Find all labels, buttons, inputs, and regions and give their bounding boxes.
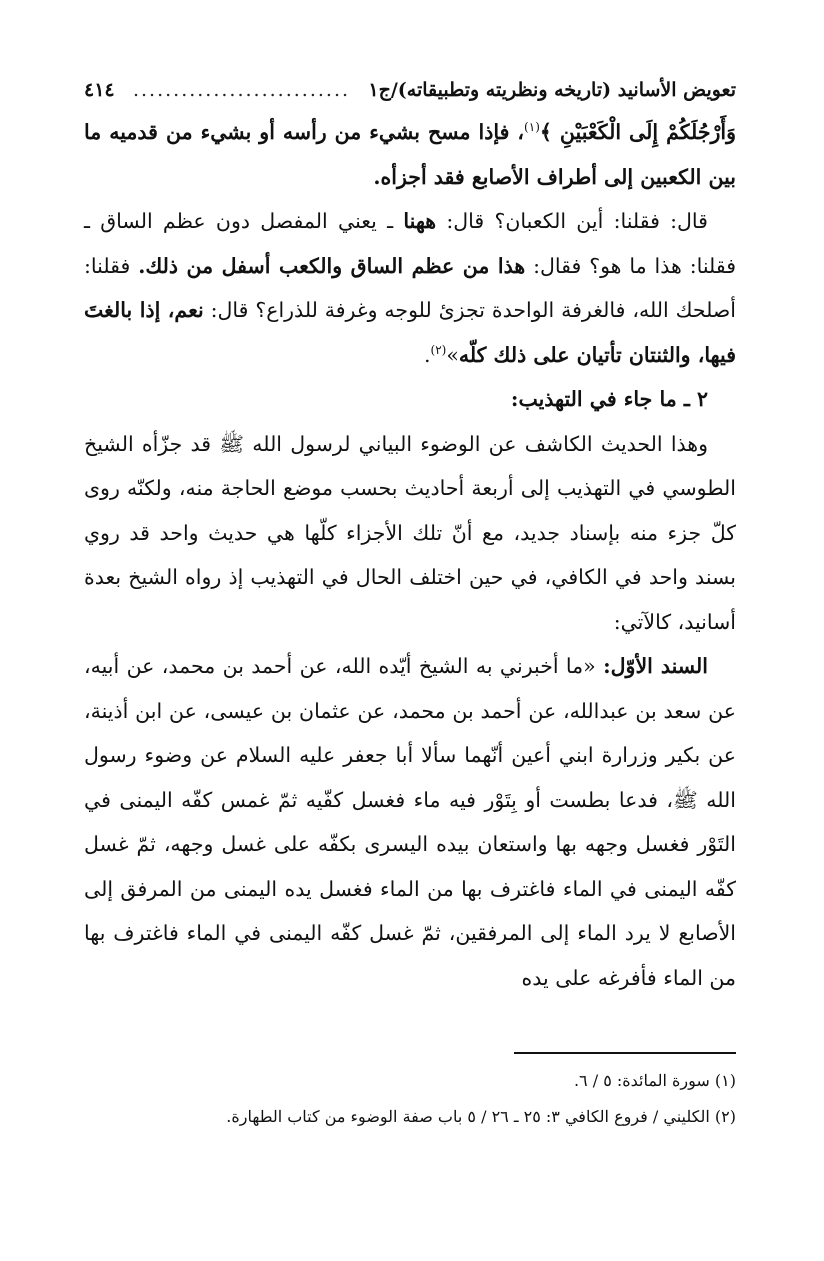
book-title: تعويض الأسانيد (تاريخه ونظريته وتطبيقاته)/ج١ — [368, 79, 736, 101]
text-segment: فقلنا: أصلحك الله، فالغرفة الواحدة تجزئ للوجه وغرفة للذراع؟ قال: — [84, 253, 736, 322]
running-header — [84, 70, 736, 110]
text-segment: قال: فقلنا: أين الكعبان؟ قال: — [436, 209, 708, 233]
bold-segment: نعم، إذا بالغتَ فيها، والثنتان تأتيان على ذلك كلّه — [84, 298, 736, 367]
paragraph-first-chain — [84, 644, 736, 1000]
footnote-ref-1: (١) — [524, 120, 540, 135]
bold-segment: ههنا — [403, 209, 437, 233]
paragraph-kaabain — [84, 199, 736, 377]
paragraph-quran-continuation — [84, 110, 736, 199]
closing-quote: » — [446, 342, 459, 367]
main-text — [84, 110, 736, 1000]
chain-text: «ما أخبرني به الشيخ أيّده الله، عن أحمد بن محمد، عن أبيه، عن سعد بن عبدالله، عن أحمد بن محمد، عن عثمان بن عيسى، عن ابن أذينة، عن بكير وزرارة ابني أعين أنّهما سألا أبا جعفر عليه السلام عن وضوء رسول الله ﷺ، فدعا بطست أو بِتَوْر فيه ماء فغسل كفّيه ثمّ غمس كفّه اليمنى في التَوْر فغسل وجهه بها واستعان بيده اليسرى بكفّه على غسل وجهه، ثمّ غسل كفّه اليمنى في الماء فاغترف بها من الماء فغسل يده اليمنى من المرفق إلى الأصابع لا يرد الماء إلى المرفقين، ثمّ غسل كفّه اليمنى في الماء فاغترف بها من الماء فأفرغه على يده — [84, 654, 736, 990]
paragraph-text: ، فإذا مسح بشيء من رأسه أو بشيء من قدميه ما بين الكعبين إلى أطراف الأصابع فقد أجزأه. — [84, 120, 736, 189]
paragraph-tahdhib: وهذا الحديث الكاشف عن الوضوء البياني لرسول الله ﷺ قد جزّأه الشيخ الطوسي في التهذيب إلى أربعة أحاديث بحسب موضع الحاجة منه، ولكنّه روى كلّ جزء منه بإسناد جديد، مع أنّ تلك الأجزاء كلّها هي حديث واحد قد روي بسند واحد في الكافي، في حين اختلف الحال في التهذيب إذ رواه الشيخ بعدة أسانيد، كالآتي: — [84, 431, 736, 634]
footnotes — [84, 1063, 736, 1135]
footnote-divider — [514, 1052, 736, 1054]
chain-label: السند الأوّل: — [603, 654, 708, 678]
footnote-2: (٢) الكليني / فروع الكافي ٣: ٢٥ ـ ٢٦ / ٥ باب صفة الوضوء من كتاب الطهارة. — [226, 1107, 736, 1126]
text-segment: . — [423, 342, 431, 367]
section-heading: ٢ ـ ما جاء في التهذيب: — [510, 387, 708, 411]
page-content — [84, 70, 736, 1000]
header-dots: ........................... — [132, 79, 351, 101]
page-number: ٤١٤ — [84, 79, 115, 101]
bold-segment: هذا من عظم الساق والكعب أسفل من ذلك. — [138, 253, 526, 278]
footnote-1: (١) سورة المائدة: ٥ / ٦. — [573, 1071, 736, 1090]
quran-verse: وَأَرْجُلَكُمْ إِلَى الْكَعْبَيْنِ ﴾ — [539, 120, 737, 144]
footnote-ref-2: (٢) — [430, 342, 447, 357]
text-segment: ـ يعني المفصل دون عظم الساق ـ فقلنا: هذا ما هو؟ فقال: — [84, 209, 736, 278]
